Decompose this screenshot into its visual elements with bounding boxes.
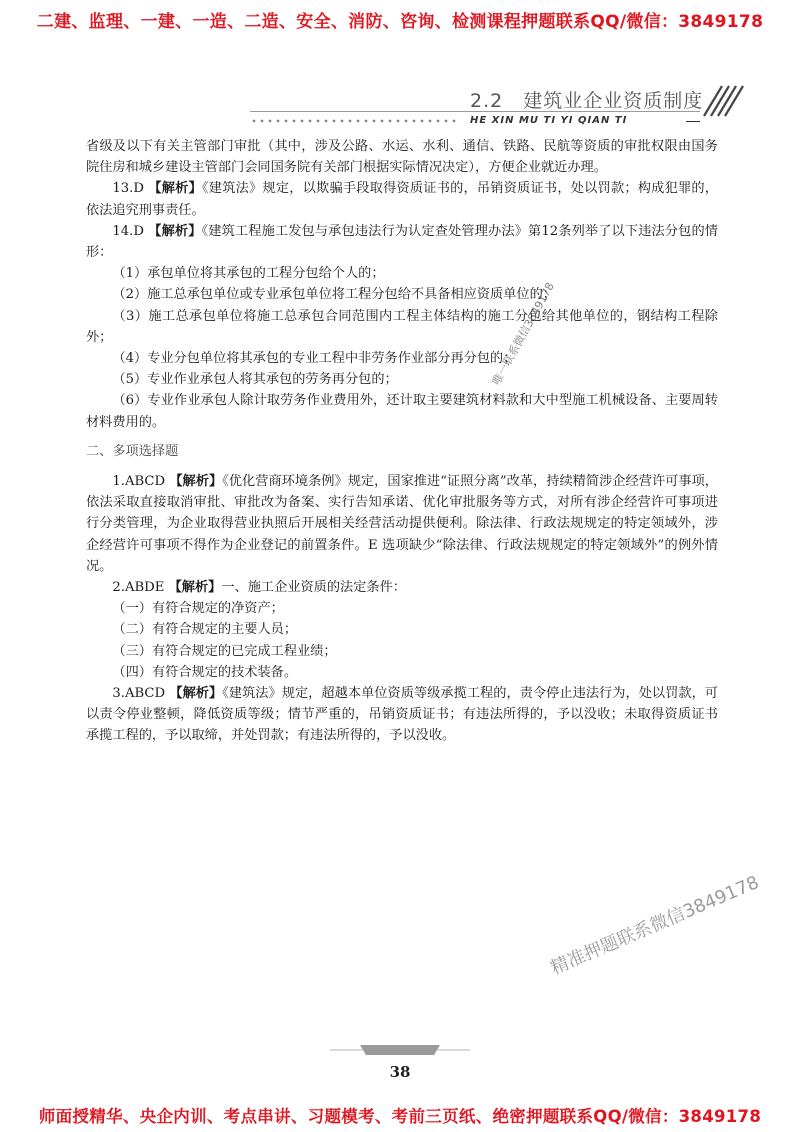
header-dots <box>250 118 460 124</box>
list-item: （6）专业作业承包人除计取劳务作业费用外，还计取主要建筑材料款和大中型施工机械设备、主要周转材料费用的。 <box>86 393 718 430</box>
list-item: （5）专业作业承包人将其承包的劳务再分包的； <box>112 372 398 388</box>
list-item: （二）有符合规定的主要人员； <box>112 622 298 638</box>
answer-13-text: 《建筑法》规定，以欺骗手段取得资质证书的，吊销资质证书，处以罚款；构成犯罪的，依法追究刑事责任。 <box>86 181 718 218</box>
answer-m2 <box>86 577 718 598</box>
header-tick <box>686 121 700 122</box>
header-rule <box>250 111 700 112</box>
answer-13-label: 13.D <box>112 181 144 197</box>
answer-content <box>86 136 718 747</box>
answer-13 <box>86 178 718 220</box>
page-number: 38 <box>389 1063 411 1081</box>
answer-13-tag: 【解析】 <box>148 181 202 197</box>
list-item: （三）有符合规定的已完成工程业绩； <box>112 643 337 659</box>
answer-m2-text: 一、施工企业资质的法定条件： <box>221 580 406 596</box>
watermark-small: 唯一联系微信3849178 <box>489 280 557 388</box>
section-header-title: 2.2 建筑业企业资质制度 <box>470 90 704 112</box>
header-stripes-icon <box>700 84 748 118</box>
answer-m3 <box>86 683 718 747</box>
answer-m1 <box>86 471 718 577</box>
list-item: （一）有符合规定的净资产； <box>112 601 284 617</box>
header-subtitle: HE XIN MU TI YI QIAN TI <box>470 115 628 126</box>
answer-m2-tag: 【解析】 <box>168 580 222 596</box>
bottom-promo-banner: 师面授精华、央企内训、考点串讲、习题模考、考前三页纸、绝密押题联系QQ/微信：3849178 <box>38 1107 762 1126</box>
answer-14-text: 《建筑工程施工发包与承包违法行为认定查处管理办法》第12条列举了以下违法分包的情形： <box>86 223 718 261</box>
answer-14 <box>86 221 718 263</box>
answer-m3-text: 《建筑法》规定，超越本单位资质等级承揽工程的，责令停止违法行为，处以罚款，可以责令停业整顿，降低资质等级；情节严重的，吊销资质证书；有违法所得的，予以没收；未取得资质证书承揽工程的，予以取缔，并处罚款；有违法所得的，予以没收。 <box>86 686 718 744</box>
watermark-large: 精准押题联系微信3849178 <box>547 872 763 980</box>
list-item: （4）专业分包单位将其承包的专业工程中非劳务作业部分再分包的； <box>112 351 517 367</box>
answer-14-label: 14.D <box>112 223 144 239</box>
paragraph-continuation: 省级及以下有关主管部门审批（其中，涉及公路、水运、水利、通信、铁路、民航等资质的审批权限由国务院住房和城乡建设主管部门会同国务院有关部门根据实际情况决定），方便企业就近办理。 <box>86 139 718 176</box>
answer-m3-label: 3.ABCD <box>112 686 166 702</box>
answer-m1-label: 1.ABCD <box>112 474 166 490</box>
list-item: （3）施工总承包单位将施工总承包合同范围内工程主体结构的施工分包给其他单位的，钢结构工程除外； <box>86 308 718 345</box>
answer-14-tag: 【解析】 <box>148 223 202 239</box>
section-heading-multiple-choice: 二、多项选择题 <box>86 443 179 459</box>
answer-m3-tag: 【解析】 <box>169 686 223 702</box>
page-number-ornament-icon <box>330 1044 470 1060</box>
answer-m1-text: 《优化营商环境条例》规定，国家推进“证照分离”改革，持续精简涉企经营许可事项，依法采取直接取消审批、审批改为备案、实行告知承诺、优化审批服务等方式，对所有涉企经营许可事项进行分类管理，为企业取得营业执照后开展相关经营活动提供便利。除法律、行政法规规定的特定领域外，涉企经营许可事项不得作为企业登记的前置条件。E 选项缺少“除法律、行政法规规定的特定领域外”的例外情况。 <box>86 474 718 574</box>
list-item: （四）有符合规定的技术装备。 <box>112 664 298 680</box>
list-item: （1）承包单位将其承包的工程分包给个人的； <box>112 266 385 282</box>
list-item: （2）施工总承包单位或专业承包单位将工程分包给不具备相应资质单位的； <box>112 287 556 303</box>
answer-m2-label: 2.ABDE <box>112 580 165 596</box>
answer-m1-tag: 【解析】 <box>169 474 223 490</box>
top-promo-banner: 二建、监理、一建、一造、二造、安全、消防、咨询、检测课程押题联系QQ/微信：3849178 <box>36 12 764 32</box>
